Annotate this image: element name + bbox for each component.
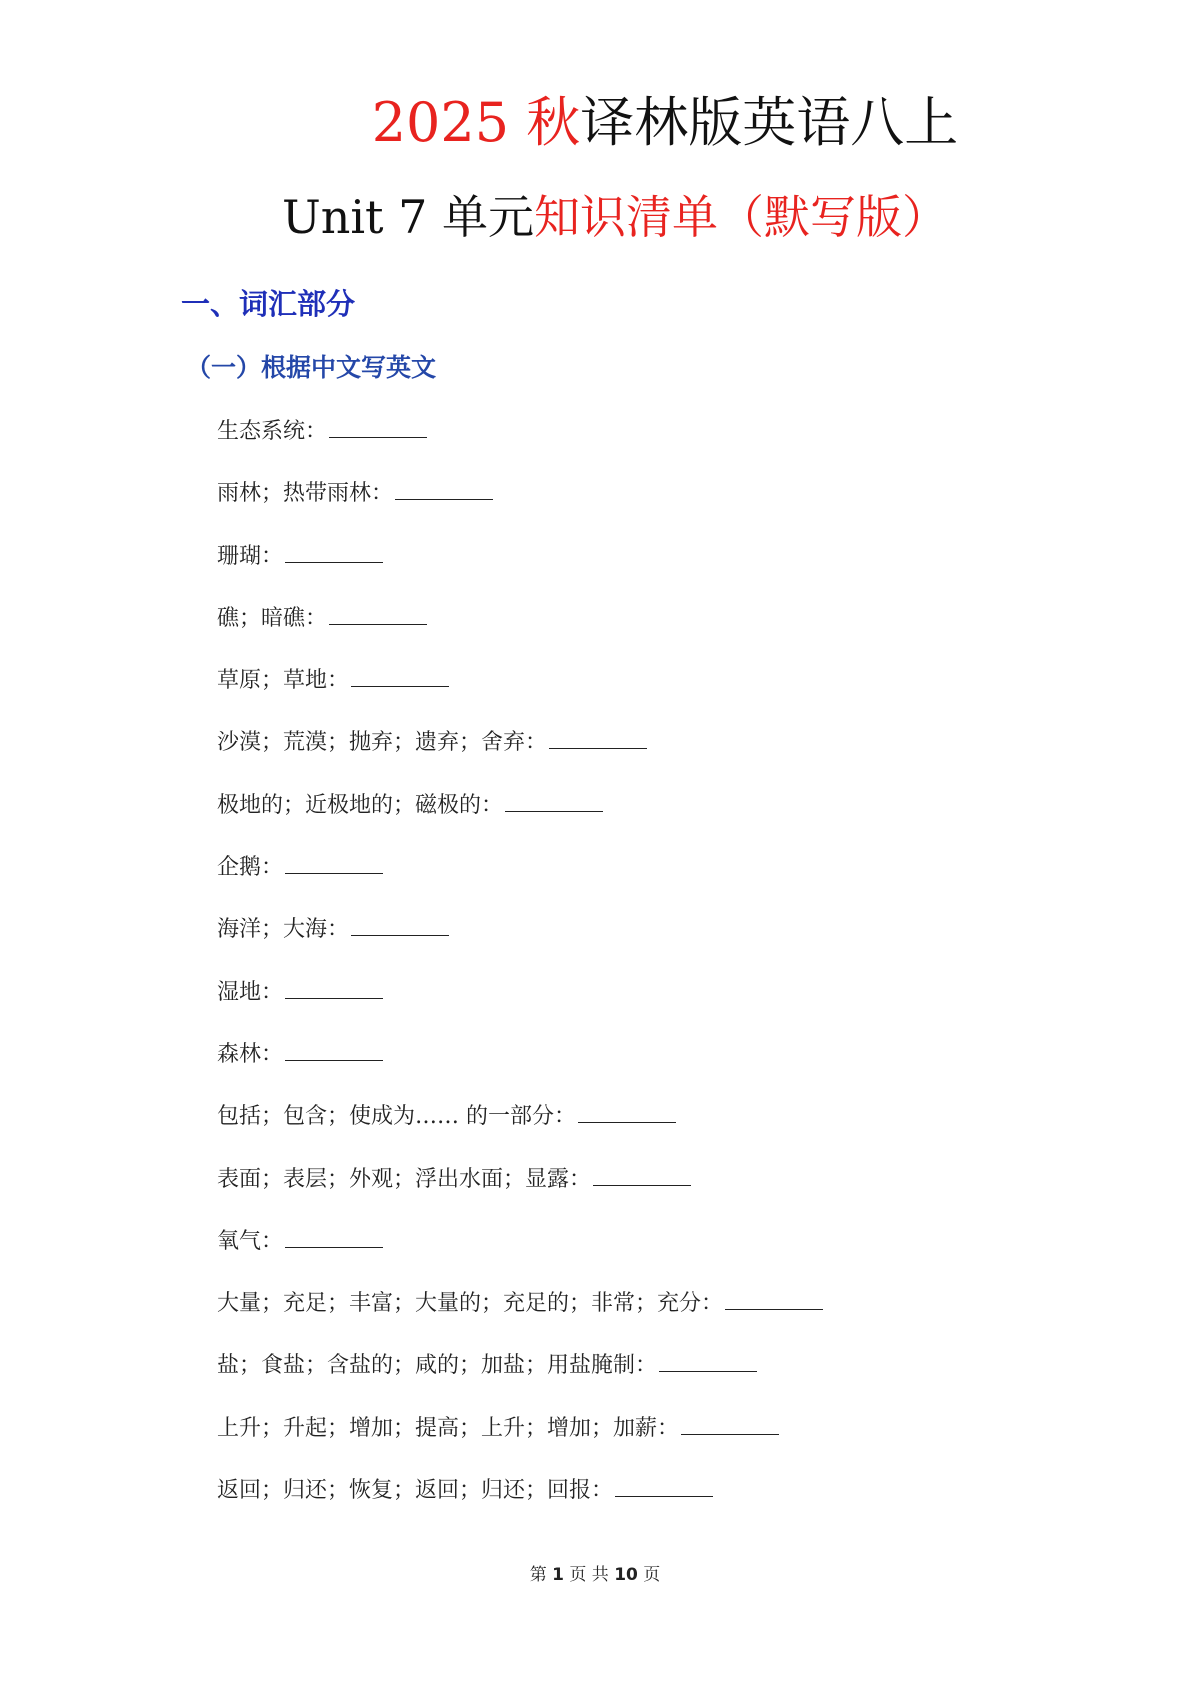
- subtitle-unit: Unit 7 单元: [281, 190, 535, 244]
- vocab-item: [217, 663, 823, 725]
- answer-blank[interactable]: [285, 540, 383, 563]
- answer-blank[interactable]: [549, 726, 647, 749]
- vocab-item: [217, 850, 823, 912]
- vocab-prompt: 湿地：: [217, 979, 284, 1005]
- subtitle-checklist: 知识清单（默写版）: [534, 190, 949, 244]
- vocab-item: [217, 476, 823, 538]
- answer-blank[interactable]: [505, 789, 603, 812]
- vocab-item: [217, 1224, 823, 1286]
- page-footer: [0, 1563, 1190, 1587]
- section-subheading: （一）根据中文写英文: [186, 353, 437, 382]
- answer-blank[interactable]: [659, 1349, 757, 1372]
- vocab-item: [217, 1348, 823, 1410]
- vocab-item: [217, 1162, 823, 1224]
- vocab-prompt: 极地的；近极地的；磁极的：: [217, 792, 504, 818]
- vocab-prompt: 沙漠；荒漠；抛弃；遗弃；舍弃：: [217, 730, 548, 756]
- answer-blank[interactable]: [329, 415, 427, 438]
- answer-blank[interactable]: [593, 1163, 691, 1186]
- vocab-prompt: 雨林；热带雨林：: [217, 481, 394, 507]
- footer-middle: 页 共: [569, 1565, 609, 1585]
- title-textbook: 译林版英语八上: [580, 91, 959, 154]
- document-subtitle: [0, 184, 1190, 250]
- vocab-item: [217, 912, 823, 974]
- section-heading: 一、词汇部分: [181, 287, 356, 321]
- vocab-item: [217, 1473, 823, 1535]
- vocab-item: [217, 1411, 823, 1473]
- answer-blank[interactable]: [615, 1474, 713, 1497]
- answer-blank[interactable]: [681, 1412, 779, 1435]
- vocab-prompt: 上升；升起；增加；提高；上升；增加；加薪：: [217, 1415, 680, 1441]
- footer-suffix: 页: [643, 1565, 661, 1585]
- vocab-prompt: 草原；草地：: [217, 668, 350, 694]
- vocab-prompt: 包括；包含；使成为…… 的一部分：: [217, 1104, 576, 1130]
- vocab-prompt: 表面；表层；外观；浮出水面；显露：: [217, 1166, 592, 1192]
- vocab-item: [217, 601, 823, 663]
- vocab-item: [217, 1286, 823, 1348]
- vocab-item: [217, 414, 823, 476]
- answer-blank[interactable]: [285, 1225, 383, 1248]
- document-title: [0, 88, 1190, 158]
- vocab-prompt: 企鹅：: [217, 855, 284, 881]
- vocab-item: [217, 1037, 823, 1099]
- vocab-item: [217, 975, 823, 1037]
- vocab-prompt: 氧气：: [217, 1228, 284, 1254]
- answer-blank[interactable]: [351, 913, 449, 936]
- answer-blank[interactable]: [395, 477, 493, 500]
- vocab-prompt: 礁；暗礁：: [217, 605, 328, 631]
- vocab-item: [217, 788, 823, 850]
- answer-blank[interactable]: [285, 976, 383, 999]
- vocab-prompt: 盐；食盐；含盐的；咸的；加盐；用盐腌制：: [217, 1353, 658, 1379]
- vocab-prompt: 海洋；大海：: [217, 917, 350, 943]
- vocab-prompt: 返回；归还；恢复；返回；归还；回报：: [217, 1478, 614, 1504]
- answer-blank[interactable]: [578, 1100, 676, 1123]
- vocab-prompt: 珊瑚：: [217, 543, 284, 569]
- footer-total-pages: 10: [614, 1565, 638, 1585]
- footer-page-number: 1: [552, 1565, 564, 1585]
- answer-blank[interactable]: [285, 851, 383, 874]
- vocab-prompt: 森林：: [217, 1041, 284, 1067]
- answer-blank[interactable]: [351, 664, 449, 687]
- answer-blank[interactable]: [329, 602, 427, 625]
- vocab-item: [217, 725, 823, 787]
- answer-blank[interactable]: [725, 1287, 823, 1310]
- vocab-list: [217, 414, 823, 1535]
- vocab-item: [217, 539, 823, 601]
- answer-blank[interactable]: [285, 1038, 383, 1061]
- vocab-item: [217, 1099, 823, 1161]
- title-year-season: 2025 秋: [371, 91, 581, 154]
- vocab-prompt: 生态系统：: [217, 419, 328, 444]
- vocab-prompt: 大量；充足；丰富；大量的；充足的；非常；充分：: [217, 1291, 724, 1317]
- footer-prefix: 第: [529, 1565, 547, 1585]
